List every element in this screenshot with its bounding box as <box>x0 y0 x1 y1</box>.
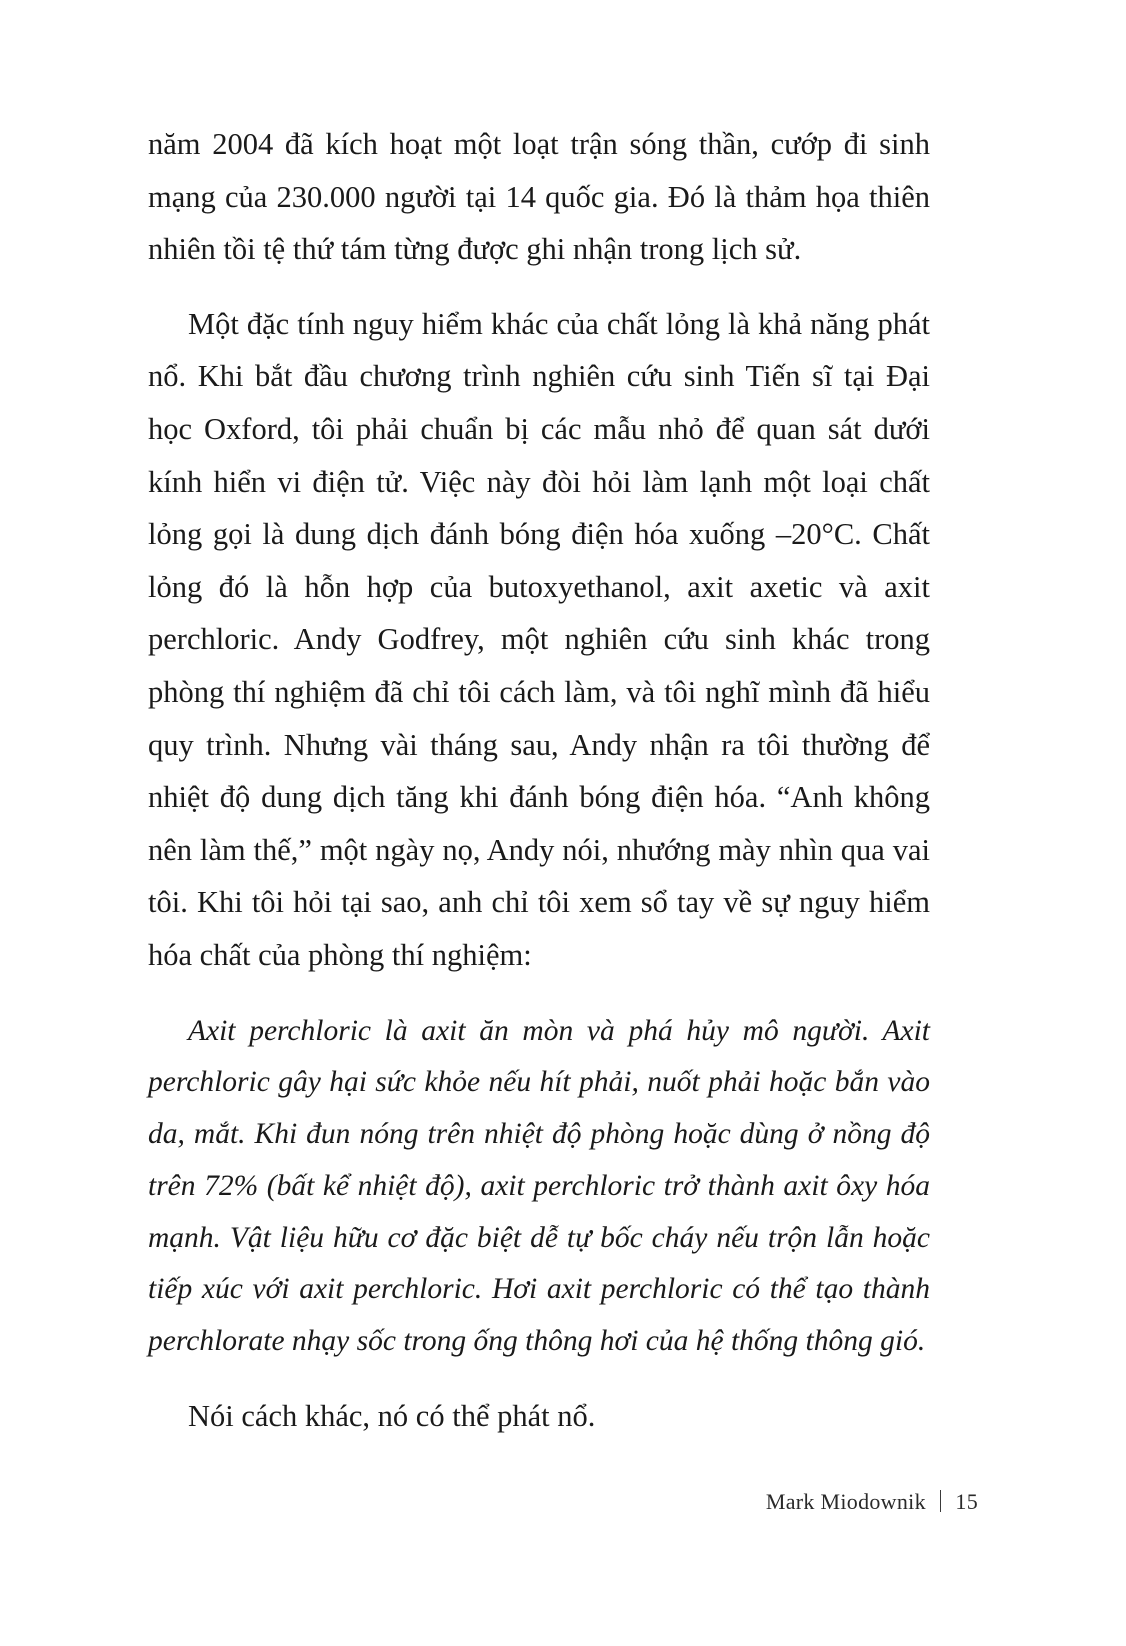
page-footer <box>148 1487 978 1515</box>
footer-separator-icon <box>940 1490 942 1512</box>
paragraph-continued: năm 2004 đã kích hoạt một loạt trận sóng thần, cướp đi sinh mạng của 230.000 người tại 14 quốc gia. Đó là thảm họa thiên nhiên tồi tệ thứ tám từng được ghi nhận trong lịch sử. <box>148 127 930 267</box>
blockquote-spacer-top <box>148 982 930 1006</box>
blockquote-spacer-bottom <box>148 1368 930 1390</box>
paragraph-closing: Nói cách khác, nó có thể phát nổ. <box>188 1399 596 1434</box>
paragraph-spacer <box>148 276 930 298</box>
safety-manual-blockquote: Axit perchloric là axit ăn mòn và phá hủy mô người. Axit perchloric gây hại sức khỏe nếu hít phải, nuốt phải hoặc bắn vào da, mắt. Khi đun nóng trên nhiệt độ phòng hoặc dùng ở nồng độ trên 72% (bất kể nhiệt độ), axit perchloric trở thành axit ôxy hóa mạnh. Vật liệu hữu cơ đặc biệt dễ tự bốc cháy nếu trộn lẫn hoặc tiếp xúc với axit perchloric. Hơi axit perchloric có thể tạo thành perchlorate nhạy sốc trong ống thông hơi của hệ thống thông gió. <box>148 1014 930 1358</box>
footer-page-number: 15 <box>955 1489 978 1514</box>
page-content <box>148 118 930 1443</box>
footer-author-name: Mark Miodownik <box>765 1489 926 1514</box>
paragraph-body-main: Một đặc tính nguy hiểm khác của chất lỏng là khả năng phát nổ. Khi bắt đầu chương trình nghiên cứu sinh Tiến sĩ tại Đại học Oxford, tôi phải chuẩn bị các mẫu nhỏ để quan sát dưới kính hiển vi điện tử. Việc này đòi hỏi làm lạnh một loại chất lỏng gọi là dung dịch đánh bóng điện hóa xuống –20°C. Chất lỏng đó là hỗn hợp của butoxyethanol, axit axetic và axit perchloric. Andy Godfrey, một nghiên cứu sinh khác trong phòng thí nghiệm đã chỉ tôi cách làm, và tôi nghĩ mình đã hiểu quy trình. Nhưng vài tháng sau, Andy nhận ra tôi thường để nhiệt độ dung dịch tăng khi đánh bóng điện hóa. “Anh không nên làm thế,” một ngày nọ, Andy nói, nhướng mày nhìn qua vai tôi. Khi tôi hỏi tại sao, anh chỉ tôi xem sổ tay về sự nguy hiểm hóa chất của phòng thí nghiệm: <box>148 306 930 972</box>
